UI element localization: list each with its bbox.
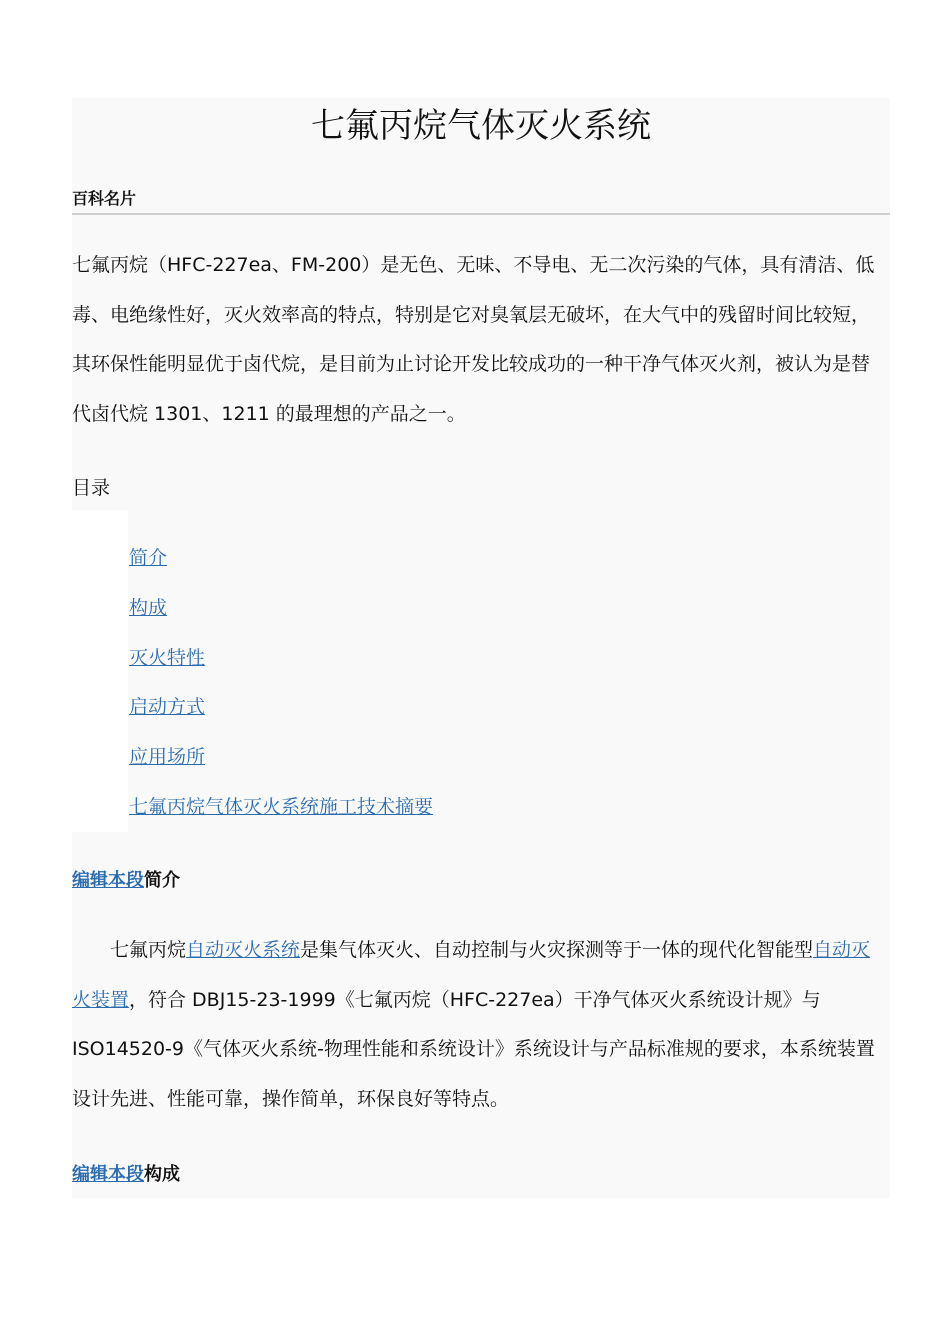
toc-link-intro[interactable]: 简介 (129, 547, 168, 569)
auto-extinguishing-system-link[interactable]: 自动灭火系统 (186, 939, 301, 961)
section-title: 构成 (144, 1164, 180, 1185)
table-of-contents (129, 534, 433, 833)
toc-item (129, 534, 433, 584)
section-heading-composition (72, 1160, 180, 1186)
toc-link-composition[interactable]: 构成 (129, 596, 168, 619)
intro-paragraph: 七氟丙烷（HFC-227ea、FM-200）是无色、无味、不导电、无二次污染的气体，具有清洁、低毒、电绝缘性好，灭火效率高的特点，特别是它对臭氧层无破坏，在大气中的残留时间比较短，其环保性能明显优于卤代烷，是目前为止讨论开发比较成功的一种干净气体灭火剂，被认为是替代卤代烷 1301、1211 的最理想的产品之一。 (72, 254, 875, 426)
section-heading-intro (72, 866, 180, 892)
toc-item (129, 733, 433, 783)
toc-link-features[interactable]: 灭火特性 (129, 646, 206, 669)
toc-item (129, 584, 433, 634)
text-run: 是集气体灭火、自动控制与火灾探测等于一体的现代化智能型 (300, 939, 814, 961)
toc-title: 目录 (72, 477, 111, 499)
edit-section-link[interactable]: 编辑本段 (72, 1164, 144, 1185)
toc-link-applications[interactable]: 应用场所 (129, 746, 206, 769)
toc-item (129, 783, 433, 833)
toc-link-construction[interactable]: 七氟丙烷气体灭火系统施工技术摘要 (129, 795, 434, 818)
card-label: 百科名片 (72, 189, 137, 208)
divider (72, 213, 890, 215)
auto-extinguishing-device-link[interactable]: 自动灭火装置 (72, 939, 871, 1011)
toc-link-startup[interactable]: 启动方式 (129, 696, 206, 719)
text-run: 七氟丙烷 (110, 939, 187, 961)
text-run: ，符合 DBJ15-23-1999《七氟丙烷（HFC-227ea）干净气体灭火系统设计规》与 ISO14520-9《气体灭火系统-物理性能和系统设计》系统设计与产品标准规的要求，本系统装置设计先进、性能可靠，操作简单，环保良好等特点。 (72, 988, 875, 1111)
edit-section-link[interactable]: 编辑本段 (72, 870, 144, 891)
article-content (72, 98, 890, 1198)
intro-section-paragraph (72, 926, 886, 1125)
page-title: 七氟丙烷气体灭火系统 (311, 106, 651, 146)
toc-item (129, 634, 433, 684)
section-title: 简介 (144, 870, 180, 891)
toc-item (129, 683, 433, 733)
toc-indent (72, 510, 128, 832)
